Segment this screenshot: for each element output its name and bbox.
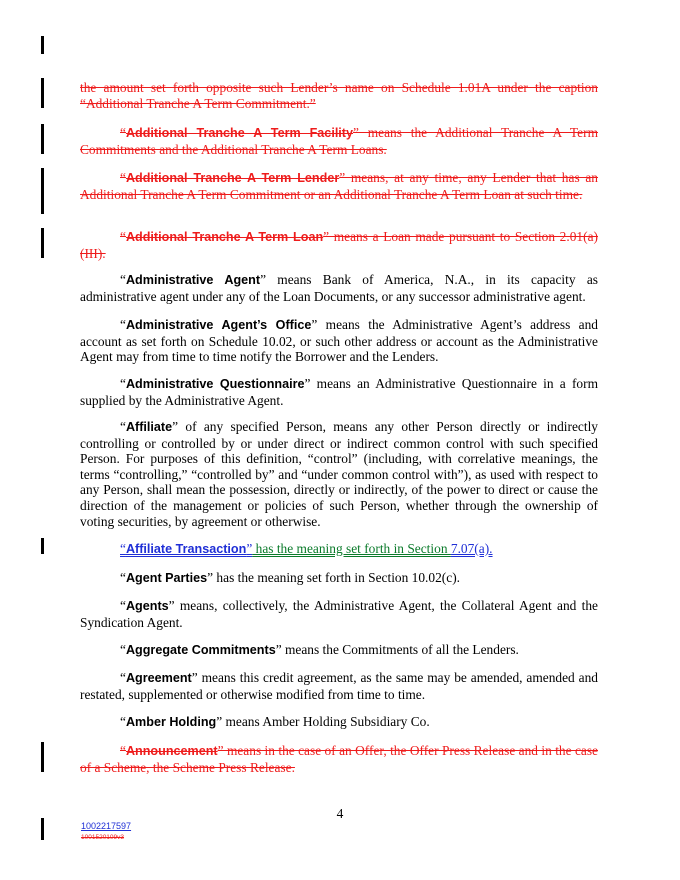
definition-aggregate-commitments: “Aggregate Commitments” means the Commitments of all the Lenders. bbox=[120, 642, 519, 657]
change-bar bbox=[41, 228, 44, 258]
page-number: 4 bbox=[336, 806, 344, 821]
change-bar bbox=[41, 78, 44, 108]
defined-term: Agreement bbox=[125, 671, 192, 685]
definition-additional-tranche-a-term-facility: “Additional Tranche A Term Facility” means the Additional Tranche A Term Commitments and the Additional Tranche A Term Loans. bbox=[80, 125, 598, 157]
change-bar bbox=[41, 168, 44, 214]
defined-term: Administrative Agent’s Office bbox=[125, 318, 312, 332]
definition-additional-tranche-a-term-loan: “Additional Tranche A Term Loan” means a Loan made pursuant to Section 2.01(a)(III). bbox=[80, 229, 598, 261]
definition-announcement: “Announcement” means in the case of an Offer, the Offer Press Release and in the case of a Scheme, the Scheme Press Release. bbox=[80, 743, 598, 775]
section-reference-link[interactable]: 7.07(a). bbox=[450, 541, 493, 556]
defined-term: Amber Holding bbox=[125, 715, 217, 729]
definition-administrative-agent: “Administrative Agent” means Bank of America, N.A., in its capacity as administrative agent under any of the Loan Documents, or any successor administrative agent. bbox=[80, 272, 598, 304]
defined-term: Affiliate Transaction bbox=[125, 542, 247, 556]
definition-amber-holding: “Amber Holding” means Amber Holding Subsidiary Co. bbox=[120, 714, 430, 729]
defined-term: Agents bbox=[125, 599, 169, 613]
document-id: 1002217597 bbox=[81, 821, 132, 831]
defined-term: Additional Tranche A Term Lender bbox=[125, 171, 340, 185]
change-bar bbox=[41, 36, 44, 54]
definition-affiliate-transaction: “Affiliate Transaction” has the meaning set forth in Section 7.07(a). bbox=[120, 541, 493, 556]
change-bar bbox=[41, 538, 44, 554]
defined-term: Agent Parties bbox=[125, 571, 208, 585]
defined-term: Administrative Questionnaire bbox=[125, 377, 305, 391]
definition-agents: “Agents” means, collectively, the Administrative Agent, the Collateral Agent and the Syndication Agent. bbox=[80, 598, 598, 630]
definition-deleted-continuation: the amount set forth opposite such Lender’s name on Schedule 1.01A under the caption “Additional Tranche A Term Commitment.” bbox=[80, 80, 598, 111]
definition-agreement: “Agreement” means this credit agreement, as the same may be amended, amended and restated, supplemented or otherwise modified from time to time. bbox=[80, 670, 598, 702]
definition-additional-tranche-a-term-lender: “Additional Tranche A Term Lender” means, at any time, any Lender that has an Additional Tranche A Term Commitment or an Additional Tranche A Term Loan at such time. bbox=[80, 170, 598, 202]
definition-administrative-questionnaire: “Administrative Questionnaire” means an Administrative Questionnaire in a form supplied by the Administrative Agent. bbox=[80, 376, 598, 408]
defined-term: Affiliate bbox=[125, 420, 173, 434]
definition-administrative-agents-office: “Administrative Agent’s Office” means the Administrative Agent’s address and account as set forth on Schedule 10.02, or such other address or account as the Administrative Agent may from time to time notify the Borrower and the Lenders. bbox=[80, 317, 598, 365]
change-bar bbox=[41, 742, 44, 772]
change-bar bbox=[41, 124, 44, 154]
defined-term: Additional Tranche A Term Facility bbox=[125, 126, 354, 140]
defined-term: Administrative Agent bbox=[125, 273, 261, 287]
defined-term: Additional Tranche A Term Loan bbox=[125, 230, 324, 244]
definition-affiliate: “Affiliate” of any specified Person, means any other Person directly or indirectly controlling or controlled by or under direct or indirect common control with such specified Person. For purposes of this definition, “control” (including, with correlative meanings, the terms “controlling,” “controlled by” and “under common control with”), as used with respect to any Person, shall mean the possession, directly or indirectly, of the power to direct or cause the direction of the management or policies of such Person, whether through the ownership of voting securities, by agreement or otherwise. bbox=[80, 419, 598, 529]
document-id-deleted: 1001520109v3 bbox=[81, 834, 125, 841]
defined-term: Announcement bbox=[125, 744, 218, 758]
defined-term: Aggregate Commitments bbox=[125, 643, 276, 657]
definition-agent-parties: “Agent Parties” has the meaning set forth in Section 10.02(c). bbox=[120, 570, 461, 585]
